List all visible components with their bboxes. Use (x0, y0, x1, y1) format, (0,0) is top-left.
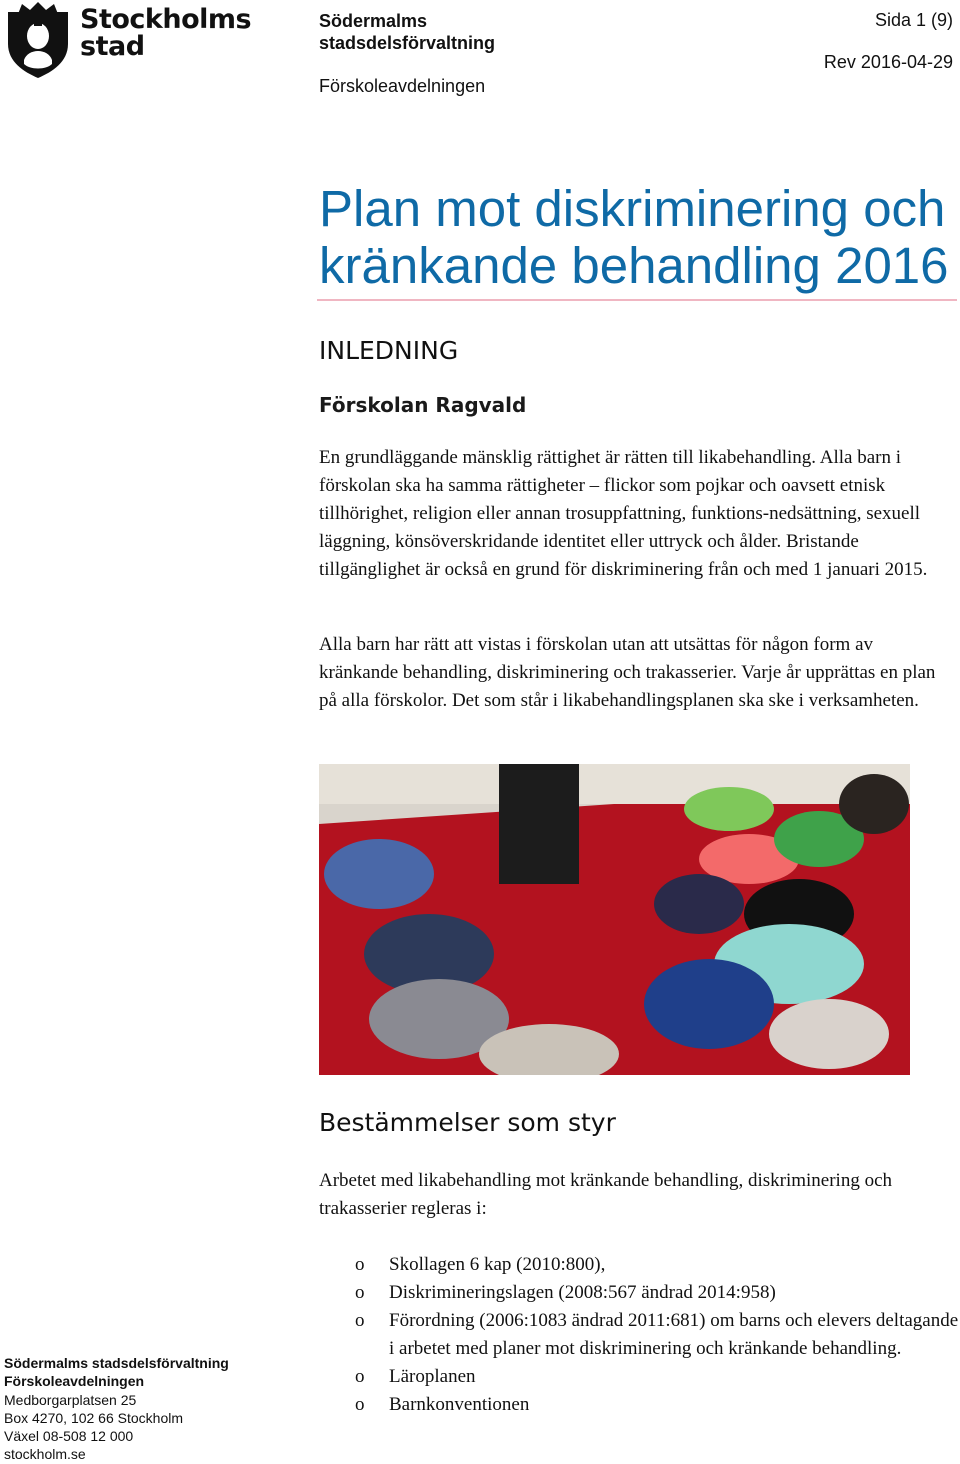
crown-shield-icon (4, 2, 76, 80)
law-list (355, 1251, 960, 1419)
department-name: Förskoleavdelningen (319, 76, 486, 96)
list-item: o Skollagen 6 kap (2010:800), (355, 1251, 960, 1279)
bullet-marker: o (355, 1282, 365, 1303)
title-divider (317, 299, 957, 301)
website-link[interactable]: stockholm.se (4, 1446, 86, 1463)
stockholm-logo (4, 2, 252, 80)
rules-heading: Bestämmelser som styr (319, 1108, 616, 1137)
bullet-marker: o (355, 1394, 365, 1415)
bullet-marker: o (355, 1366, 365, 1387)
bullet-marker: o (355, 1254, 365, 1275)
list-item: o Barnkonventionen (355, 1391, 960, 1419)
header-organization (319, 10, 495, 97)
revision-date: Rev 2016-04-29 (823, 52, 953, 72)
logo-wordmark: Stockholms stad (80, 4, 252, 62)
intro-paragraph-2: Alla barn har rätt att vistas i förskolan utan att utsättas för någon form av kränkande behandling, diskriminering och trakasserier. Varje år upprättas en plan på alla förskolor. Det som står i likabehandlingsplanen ska ske i verksamheten. (319, 634, 936, 711)
org-name-line2: stadsdelsförvaltning (319, 33, 496, 53)
school-name: Förskolan Ragvald (319, 393, 527, 417)
intro-heading: INLEDNING (319, 336, 459, 365)
intro-paragraph-1: En grundläggande mänsklig rättighet är rätten till likabehandling. Alla barn i förskolan ska ha samma rättigheter – flickor som pojkar och oavsett etnisk tillhörighet, religion eller annan trosuppfattning, funktions-nedsättning, sexuell läggning, könsöverskridande identitet eller uttryck och ålder. Bristande tillgänglighet är också en grund för diskriminering från och med 1 januari 2015. (319, 447, 928, 580)
photo-illustration (319, 764, 910, 1075)
list-item: o Läroplanen (355, 1363, 960, 1391)
page-title: Plan mot diskriminering och kränkande behandling 2016 (319, 180, 949, 294)
org-name-line1: Södermalms (319, 11, 428, 31)
footer-address: Södermalms stadsdelsförvaltning Förskoleavdelningen Medborgarplatsen 25 Box 4270, 102 66 Stockholm Växel 08-508 12 000 stockholm.se (4, 1355, 229, 1463)
list-item: o Förordning (2006:1083 ändrad 2011:681) om barns och elevers deltagande i arbetet med planer mot diskriminering och kränkande behandling. (355, 1307, 960, 1363)
page-number: Sida 1 (9) (874, 10, 953, 30)
rules-paragraph: Arbetet med likabehandling mot kränkande behandling, diskriminering och trakasserier regleras i: (319, 1170, 893, 1219)
list-item: o Diskrimineringslagen (2008:567 ändrad 2014:958) (355, 1279, 960, 1307)
children-photo (319, 764, 910, 1075)
bullet-marker: o (355, 1310, 365, 1331)
